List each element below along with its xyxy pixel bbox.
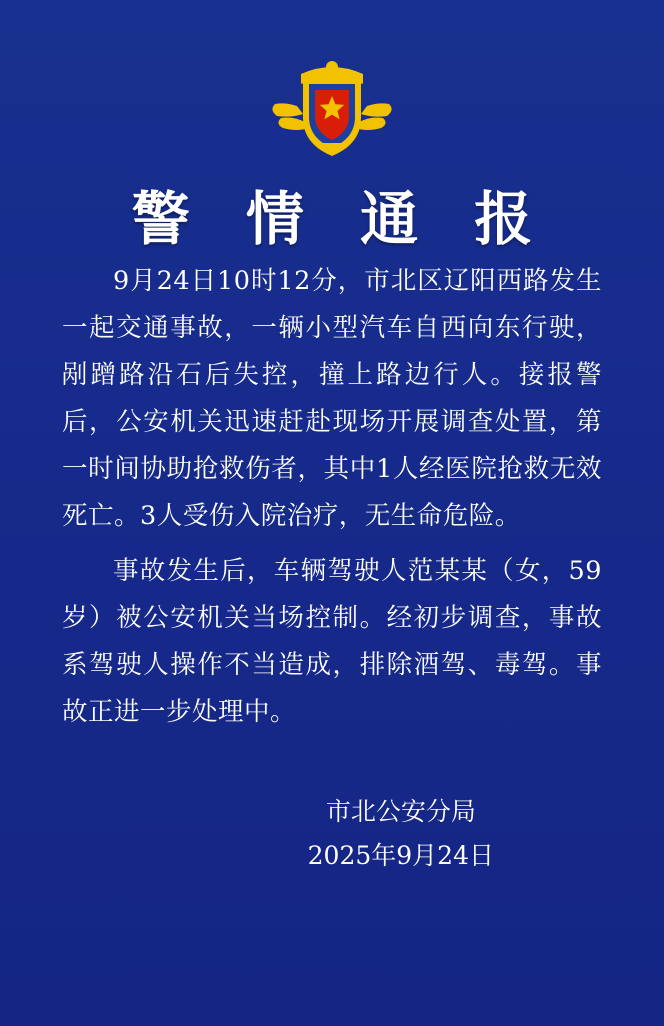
signature-block — [308, 790, 494, 878]
notice-paragraph-2: 事故发生后，车辆驾驶人范某某（女，59岁）被公安机关当场控制。经初步调查，事故系驾驶人操作不当造成，排除酒驾、毒驾。事故正进一步处理中。 — [62, 556, 602, 727]
notice-paragraph-1: 9月24日10时12分，市北区辽阳西路发生一起交通事故，一辆小型汽车自西向东行驶，剐蹭路沿石后失控，撞上路边行人。接报警后，公安机关迅速赶赴现场开展调查处置，第一时间协助抢救伤者，其中1人经医院抢救无效死亡。3人受伤入院治疗，无生命危险。 — [62, 266, 602, 531]
emblem-container — [0, 44, 664, 162]
notice-body — [62, 258, 602, 744]
signature-issuer: 市北公安分局 — [325, 797, 476, 826]
signature-date: 2025年9月24日 — [307, 841, 494, 870]
china-police-emblem-icon — [267, 44, 397, 162]
page-title: 警 情 通 报 — [131, 185, 551, 253]
